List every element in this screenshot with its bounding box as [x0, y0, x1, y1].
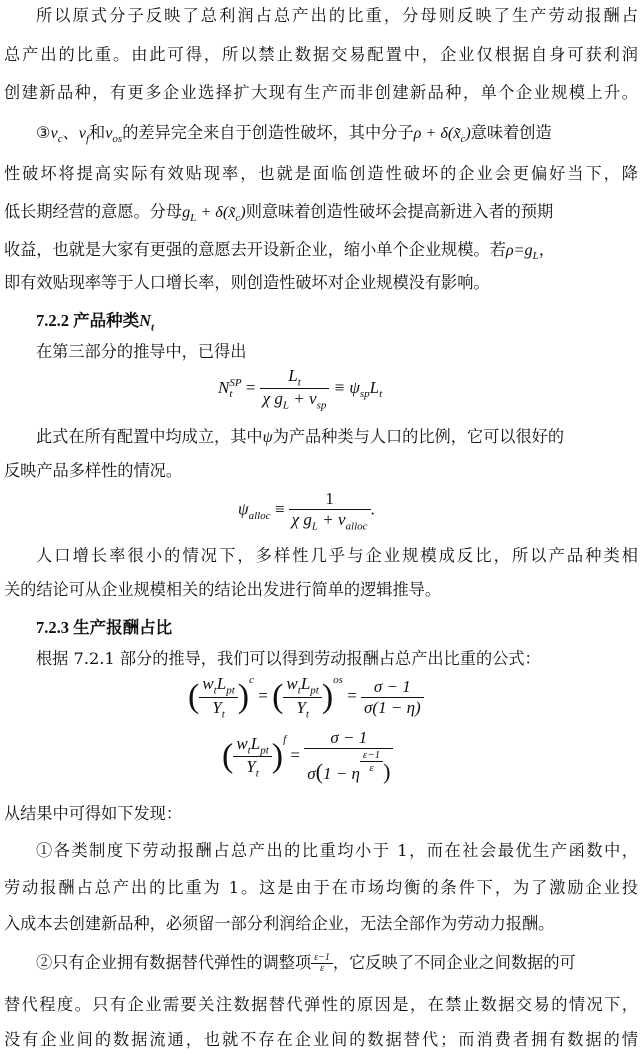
text-line-2: 总产出的比重。由此可得，所以禁止数据交易配置中，企业仅根据自身可获利润	[4, 45, 638, 64]
text-line-1: 所以原式分子反映了总利润占总产出的比重，分母则反映了生产劳动报酬占	[36, 6, 638, 25]
text-line-13: 关的结论可从企业规模相关的结论出发进行简单的逻辑推导。	[4, 580, 442, 599]
text-line-15: 从结果中可得如下发现：	[4, 804, 183, 823]
text-line-12: 人口增长率很小的情况下，多样性几乎与企业规模成反比，所以产品种类相	[36, 546, 638, 565]
text-line-10	[36, 427, 638, 447]
text-segment: 收益，也就是大家有更强的意愿去开设新企业，缩小单个企业规模。若	[4, 240, 506, 259]
text-segment: 此式在所有配置中均成立，其中	[36, 427, 263, 446]
text-line-14: 根据 7.2.1 部分的推导，我们可以得到劳动报酬占总产出比重的公式：	[36, 649, 541, 668]
equation-psi-alloc: $\psi_{alloc}$ ≡ $\frac{1}{\chi g_L + v_{alloc}}$ .	[238, 489, 375, 533]
text-line-9: 在第三部分的推导中，已得出	[36, 342, 247, 361]
text-line-8: 即有效贴现率等于人口增长率，则创造性破坏对企业规模没有影响。	[4, 273, 490, 292]
section-heading-7-2-2: 7.2.2 产品种类$N_t$	[36, 311, 155, 334]
conjunction: 和	[89, 123, 106, 142]
section-heading-7-2-3: 7.2.3 生产报酬占比	[36, 618, 173, 637]
text-line-5: 性破坏将提高实际有效贴现率，也就是面临创造性破坏的企业会更偏好当下，降	[4, 164, 638, 183]
text-line-4	[36, 123, 638, 149]
text-segment: ，	[538, 240, 555, 259]
math-psi: ψ	[262, 428, 273, 446]
text-line-3: 创建新品种，有更多企业选择扩大现有生产而非创建新品种，单个企业规模上升。	[4, 83, 638, 102]
text-line-20: 替代程度。只有企业需要关注数据替代弹性的原因是，在禁止数据交易的情况下，	[4, 995, 638, 1014]
text-line-7	[4, 240, 638, 266]
equation-labor-share-f: ( $\frac{w_tL_{pt}}{Y_t}$ )$^f$ = σ − 1 σ(1 − η $\frac{\varepsilon-1}{\varepsilon}$ )	[222, 728, 393, 785]
equation-n-sp: N SP t = $\frac{L_t}{\chi g_L + v_{sp}}$ ≡ $\psi_{sp}L_t$	[218, 366, 383, 412]
text-segment: 的差异完全来自于创造性破坏，其中分子	[122, 123, 414, 142]
equation-labor-share-c-os: ( $\frac{w_tL_{pt}}{Y_t}$ )$^c$ = ( $\frac{w_tL_{pt}}{Y_t}$ )$^{os}$ = $\frac{\sigma - 1}{\sigma(1 - \eta)}$	[188, 674, 424, 720]
separator: 、	[62, 123, 79, 142]
math-rho-eq-gL: $\rho=g_L$	[505, 241, 539, 263]
text-segment: ，它反映了不同企业之间数据的可	[332, 953, 576, 972]
text-line-17: 劳动报酬占总产出的比重为 1。这是由于在市场均衡的条件下，为了激励企业投	[4, 878, 638, 897]
text-line-19	[36, 953, 638, 974]
text-segment: 意味着创造	[470, 123, 552, 142]
math-rho-delta: $\rho + \delta(x̃_c)$	[413, 124, 471, 146]
text-line-6	[4, 202, 638, 228]
text-line-11: 反映产品多样性的情况。	[4, 461, 183, 480]
math-nu-c: $\nu_c$	[50, 124, 63, 146]
math-eps-fraction: $\frac{\varepsilon-1}{\varepsilon}$	[311, 953, 333, 974]
math-nu-f: $\nu_f$	[78, 124, 90, 146]
math-nu-os: $\nu_{os}$	[105, 124, 123, 146]
text-line-16: ①各类制度下劳动报酬占总产出的比重均小于 1，而在社会最优生产函数中，	[36, 841, 638, 860]
text-segment: ②只有企业拥有数据替代弹性的调整项	[36, 953, 312, 972]
text-line-18: 入成本去创建新品种，必须留一部分利润给企业，无法全部作为劳动力报酬。	[4, 914, 555, 933]
text-line-21: 没有企业间的数据流通，也就不存在企业间的数据替代；而消费者拥有数据的情	[4, 1030, 638, 1049]
text-segment: 为产品种类与人口的比例，它可以很好的	[272, 427, 565, 446]
text-segment: 低长期经营的意愿。分母	[4, 202, 183, 221]
math-gL-delta: $g_L$ + $\delta(x̃_c)$	[182, 203, 246, 225]
circled-number-3: ③	[36, 123, 51, 142]
text-segment: 则意味着创造性破坏会提高新进入者的预期	[245, 202, 554, 221]
